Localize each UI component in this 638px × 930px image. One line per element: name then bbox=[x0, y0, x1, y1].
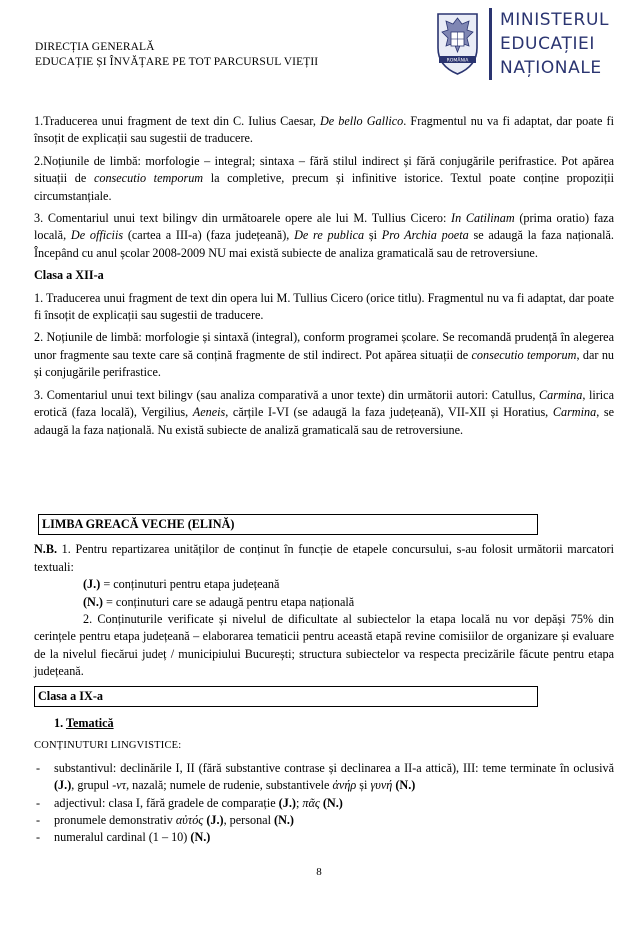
marker: (J.) bbox=[54, 778, 72, 793]
greek-term: γυνή bbox=[370, 778, 393, 793]
text: , personal bbox=[223, 813, 275, 827]
paragraph-3 bbox=[34, 210, 614, 262]
heading-number: 1. bbox=[54, 715, 64, 730]
header-line-2: EDUCAȚIE ȘI ÎNVĂȚARE PE TOT PARCURSUL VIEȚII bbox=[35, 56, 319, 68]
text: 3. Comentariul unui text bilingv (sau analiza comparativă a unor texte) din următorii autori: Catullus, bbox=[34, 387, 539, 402]
dash-icon: - bbox=[36, 760, 41, 775]
text: , dar nu și conjugările perifrastice. bbox=[34, 347, 615, 380]
page-number: 8 bbox=[316, 866, 322, 878]
marker-j-line bbox=[34, 576, 614, 593]
text: 2. Conținuturile verificate și nivelul de dificultate al subiectelor la etapa locală nu vor depăși 75% din cerințele pentru etapa județeană – elaborarea tematicii pentru această etapă revine comisiilor de organizare și evaluare de la nivelul fiecărui județ / municipiului București; structura subiectelor va respecta precizările făcute pentru etapa județeană. bbox=[34, 611, 614, 679]
text: substantivul: declinările I, II (fără substantive contrase și declinarea a II-a attică), III: teme terminate în oclusivă bbox=[54, 760, 614, 775]
greek-term: ἀνήρ bbox=[332, 778, 357, 793]
text: se adaugă la faza națională. Începând cu anul școlar 2008-2009 NU mai există subiecte de analiza gramaticală sau de retroversiune. bbox=[34, 228, 614, 260]
text: , se adaugă la faza națională. Nu există subiecte de analiză gramaticală sau de retroversiune. bbox=[34, 405, 614, 437]
crest-banner-text: ROMÂNIA bbox=[446, 58, 469, 64]
text: , nazală; numele de rudenie, substantivele bbox=[126, 778, 333, 793]
ministry-line-2: EDUCAȚIEI bbox=[500, 34, 596, 54]
heading-clasa-12: Clasa a XII-a bbox=[34, 268, 104, 283]
text: și bbox=[364, 228, 382, 243]
latin-term: consecutio temporum bbox=[93, 171, 204, 186]
greek-term: -ντ bbox=[112, 778, 127, 793]
latin-term: consecutio temporum bbox=[471, 347, 577, 362]
text: adjectivul: clasa I, fără gradele de comparație bbox=[54, 795, 279, 810]
text: și bbox=[356, 778, 371, 793]
heading-label: Tematică bbox=[65, 715, 114, 730]
text: 1. Pentru repartizarea unităților de conținut în funcție de etapele concursului, s-au folosit următorii marcatori textuali: bbox=[34, 542, 614, 574]
document-body bbox=[34, 113, 614, 847]
header-directorate bbox=[35, 40, 318, 70]
text: 1. Traducerea unui fragment de text din opera lui M. Tullius Cicero (orice titlu). Fragmentul nu va fi adaptat, dar poate fi însoțit de explicații sau sugestii de traducere. bbox=[34, 290, 614, 323]
text: 1.Traducerea unui fragment de text din C. Iulius Caesar, bbox=[34, 114, 320, 128]
work-title: Aeneis bbox=[192, 405, 226, 420]
text: . Fragmentul nu va fi adaptat, dar poate fi însoțit de explicații sau sugestii de traducere. bbox=[34, 114, 614, 146]
nb-point-2 bbox=[34, 611, 614, 681]
dash-icon: - bbox=[36, 830, 41, 845]
marker: (N.) bbox=[322, 795, 343, 810]
paragraph-1 bbox=[34, 113, 614, 148]
work-title: Carmina bbox=[552, 405, 597, 420]
list-item bbox=[34, 760, 614, 795]
paragraph-2 bbox=[34, 153, 614, 205]
dash-icon: - bbox=[36, 813, 41, 827]
marker: (J.) bbox=[206, 813, 224, 827]
paragraph-4 bbox=[34, 290, 614, 325]
heading-tematica bbox=[34, 715, 614, 732]
list-item bbox=[34, 829, 614, 846]
header-divider bbox=[489, 8, 492, 80]
ministry-line-3: NAȚIONALE bbox=[500, 58, 602, 78]
nb-label: N.B. bbox=[34, 542, 58, 557]
text: 3. Comentariul unui text bilingv din următoarele opere ale lui M. Tullius Cicero: bbox=[34, 211, 452, 226]
dash-icon: - bbox=[36, 795, 41, 810]
marker-n-line bbox=[34, 594, 614, 611]
paragraph-6 bbox=[34, 387, 614, 439]
work-title: Carmina bbox=[538, 387, 583, 402]
text: 2. Noțiunile de limbă: morfologie și sintaxă (integral), conform programei școlare. Se recomandă prudență în alegerea unor fragmente sau texte care să conțină fragmente de stil indirect. Pot apărea situații de bbox=[34, 330, 614, 362]
heading-clasa-9: Clasa a IX-a bbox=[34, 686, 538, 707]
marker: (J.) bbox=[278, 795, 296, 810]
greek-term: πᾶς bbox=[302, 795, 320, 810]
paragraph-5 bbox=[34, 329, 614, 381]
text: (cartea a III-a) (faza județeană), bbox=[123, 228, 295, 243]
text: numeralul cardinal (1 – 10) bbox=[54, 830, 191, 845]
ministry-logo-text bbox=[500, 8, 609, 80]
work-title: De officiis bbox=[70, 228, 124, 243]
work-title: Pro Archia poeta bbox=[381, 228, 469, 243]
marker: (N.) bbox=[274, 813, 294, 827]
continuturi-label: CONȚINUTURI LINGVISTICE: bbox=[34, 740, 182, 752]
text: , lirica erotică (faza locală), Vergilius, bbox=[34, 387, 614, 420]
text: , grupul bbox=[71, 778, 113, 793]
spacer bbox=[34, 444, 614, 514]
list-item bbox=[34, 812, 614, 829]
header-line-1: DIRECȚIA GENERALĂ bbox=[35, 41, 155, 53]
content-list bbox=[34, 760, 614, 847]
marker-n: (N.) bbox=[83, 594, 103, 609]
text: ; bbox=[295, 795, 303, 810]
marker: (N.) bbox=[395, 778, 416, 793]
work-title: De bello Gallico bbox=[319, 114, 404, 128]
work-title: De re publica bbox=[294, 228, 365, 243]
nb-paragraph bbox=[34, 541, 614, 576]
coat-of-arms-logo bbox=[430, 8, 485, 76]
text: (prima oratio) faza locală, bbox=[34, 211, 614, 243]
text: , cărțile I-VI (se adaugă la faza județeană), VII-XII și Horatius, bbox=[225, 405, 553, 420]
text: = conținuturi pentru etapa județeană bbox=[100, 577, 280, 592]
ministry-line-1: MINISTERUL bbox=[500, 10, 610, 30]
work-title: In Catilinam bbox=[451, 211, 515, 226]
text: 2.Noțiunile de limbă: morfologie – integral; sintaxa – fără stilul indirect și fără conjugările perifrastice. Pot apărea situații de bbox=[34, 153, 614, 186]
marker-j: (J.) bbox=[83, 577, 101, 592]
text: la completive, precum și infinitive istorice. Textul poate conține propoziții circumstanțiale. bbox=[34, 171, 615, 203]
section-title-greek: LIMBA GREACĂ VECHE (ELINĂ) bbox=[38, 514, 538, 535]
greek-term: αὐτός bbox=[175, 813, 204, 827]
text: pronumele demonstrativ bbox=[54, 813, 176, 827]
list-item bbox=[34, 795, 614, 812]
text: = conținuturi care se adaugă pentru etapa națională bbox=[102, 594, 355, 609]
marker: (N.) bbox=[190, 830, 211, 845]
